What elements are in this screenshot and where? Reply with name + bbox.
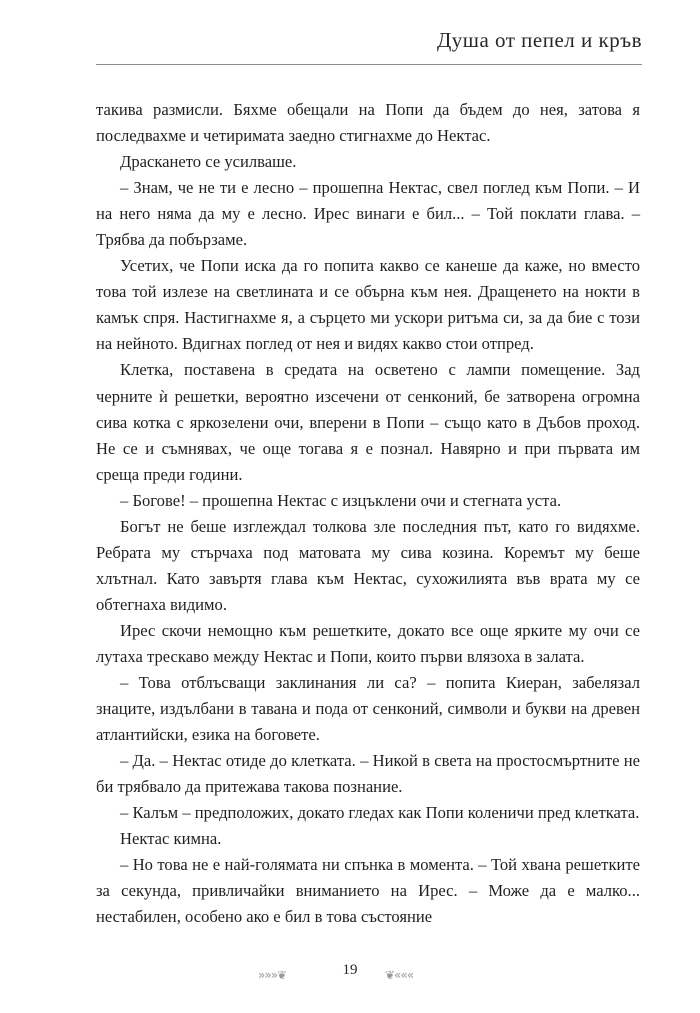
paragraph: Ирес скочи немощно към решетките, докато все още ярките му очи се лутаха трескаво между Нектас и Попи, които първи влязоха в залата.: [96, 620, 640, 666]
page-number: 19: [342, 962, 358, 978]
left-ornament-icon: »»»❦: [258, 968, 287, 982]
paragraph: Нектас кимна.: [120, 829, 222, 849]
paragraph: Клетка, поставена в средата на осветено с лампи помещение. Зад черните ѝ решетки, вероятно изсечени от сенконий, бе затворена огромна сива котка с яркозелени очи, вперени в Попи – също като в Дъбов проход. Не се и съмнявах, че още тогава я е познал. Навярно и при първата им среща преди години.: [96, 360, 640, 484]
paragraph: – Калъм – предположих, докато гледах как Попи коленичи пред клетката.: [120, 803, 640, 823]
right-ornament-icon: ❦«««: [385, 968, 414, 982]
header-rule: [96, 64, 642, 65]
paragraph: – Богове! – прошепна Нектас с изцъклени очи и стегната уста.: [120, 490, 562, 510]
paragraph: – Това отблъсващи заклинания ли са? – попита Киеран, забелязал знаците, издълбани в тавана и пода от сенконий, символи и букви на древен атлантийски, езика на боговете.: [96, 673, 640, 745]
body-text: [96, 97, 640, 931]
paragraph: – Но това не е най-голямата ни спънка в момента. – Той хвана решетките за секунда, привличайки вниманието на Ирес. – Може да е малко... нестабилен, особено ако е бил в това състояние: [96, 855, 640, 927]
paragraph-continued: такива размисли. Бяхме обещали на Попи да бъдем до нея, затова я последвахме и четиримата заедно стигнахме до Нектас.: [96, 100, 640, 146]
running-head-title: Душа от пепел и кръв: [436, 28, 642, 52]
paragraph: Богът не беше изглеждал толкова зле последния път, като го видяхме. Ребрата му стърчаха под матовата му сива козина. Коремът му беше хлътнал. Като завъртя глава към Нектас, сухожилията във врата му се обтегнаха видимо.: [96, 516, 640, 614]
paragraph: Усетих, че Попи иска да го попита какво се канеше да каже, но вместо това той излезе на светлината и се обърна към нея. Дращенето на нокти в камък спря. Настигнахме я, а сърцето ми ускори ритъма си, за да бие с този на нейното. Вдигнах поглед от нея и видях какво стои отпред.: [96, 256, 640, 354]
paragraph: – Да. – Нектас отиде до клетката. – Никой в света на простосмъртните не би трябвало да притежава такова познание.: [96, 751, 640, 797]
paragraph: – Знам, че не ти е лесно – прошепна Нектас, свел поглед към Попи. – И на него няма да му е лесно. Ирес винаги е бил... – Той поклати глава. – Трябва да побързаме.: [96, 178, 640, 250]
paragraph: Драскането се усилваше.: [120, 152, 297, 172]
page-footer: [0, 962, 700, 986]
